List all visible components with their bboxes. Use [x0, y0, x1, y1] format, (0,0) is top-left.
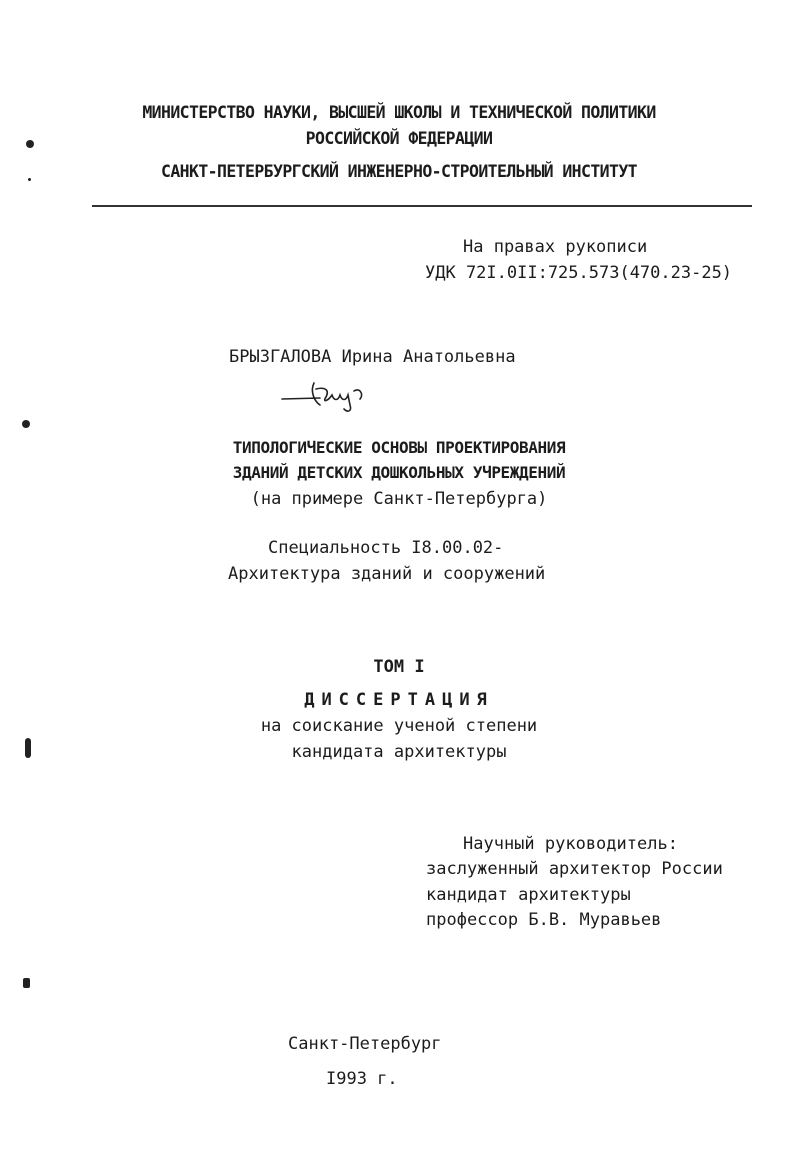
supervisor-title: заслуженный архитектор России [426, 859, 723, 879]
specialty-code: Специальность I8.00.02- [268, 538, 504, 558]
degree-line-2: кандидата архитектуры [291, 742, 507, 762]
institute-name: САНКТ-ПЕТЕРБУРГСКИЙ ИНЖЕНЕРНО-СТРОИТЕЛЬНЫЙ ИНСТИТУТ [160, 162, 638, 181]
author-name: БРЫЗГАЛОВА Ирина Анатольевна [229, 347, 516, 367]
supervisor-degree: кандидат архитектуры [426, 885, 631, 905]
author-signature [280, 377, 390, 415]
document-type: ДИССЕРТАЦИЯ [304, 690, 494, 710]
ministry-line-2: РОССИЙСКОЙ ФЕДЕРАЦИИ [305, 129, 493, 148]
specialty-name: Архитектура зданий и сооружений [228, 564, 546, 584]
dissertation-title-line-2: ЗДАНИЙ ДЕТСКИХ ДОШКОЛЬНЫХ УЧРЕЖДЕНИЙ [232, 463, 566, 482]
year: I993 г. [326, 1069, 398, 1089]
degree-line-1: на соискание ученой степени [260, 716, 538, 736]
city: Санкт-Петербург [288, 1034, 442, 1054]
ministry-line-1: МИНИСТЕРСТВО НАУКИ, ВЫСШЕЙ ШКОЛЫ И ТЕХНИЧЕСКОЙ ПОЛИТИКИ [142, 103, 656, 122]
punch-mark-5 [23, 978, 30, 988]
supervisor-name: профессор Б.В. Муравьев [426, 910, 662, 930]
volume-label: ТОМ I [373, 657, 425, 677]
manuscript-rights: На правах рукописи [463, 237, 648, 257]
header-divider [92, 205, 752, 207]
supervisor-heading: Научный руководитель: [463, 834, 678, 854]
udc-code: УДК 72I.0II:725.573(470.23-25) [425, 263, 733, 283]
punch-mark-3 [22, 420, 30, 428]
dissertation-title-line-1: ТИПОЛОГИЧЕСКИЕ ОСНОВЫ ПРОЕКТИРОВАНИЯ [232, 438, 566, 457]
dissertation-title-line-3: (на примере Санкт-Петербурга) [250, 489, 548, 509]
